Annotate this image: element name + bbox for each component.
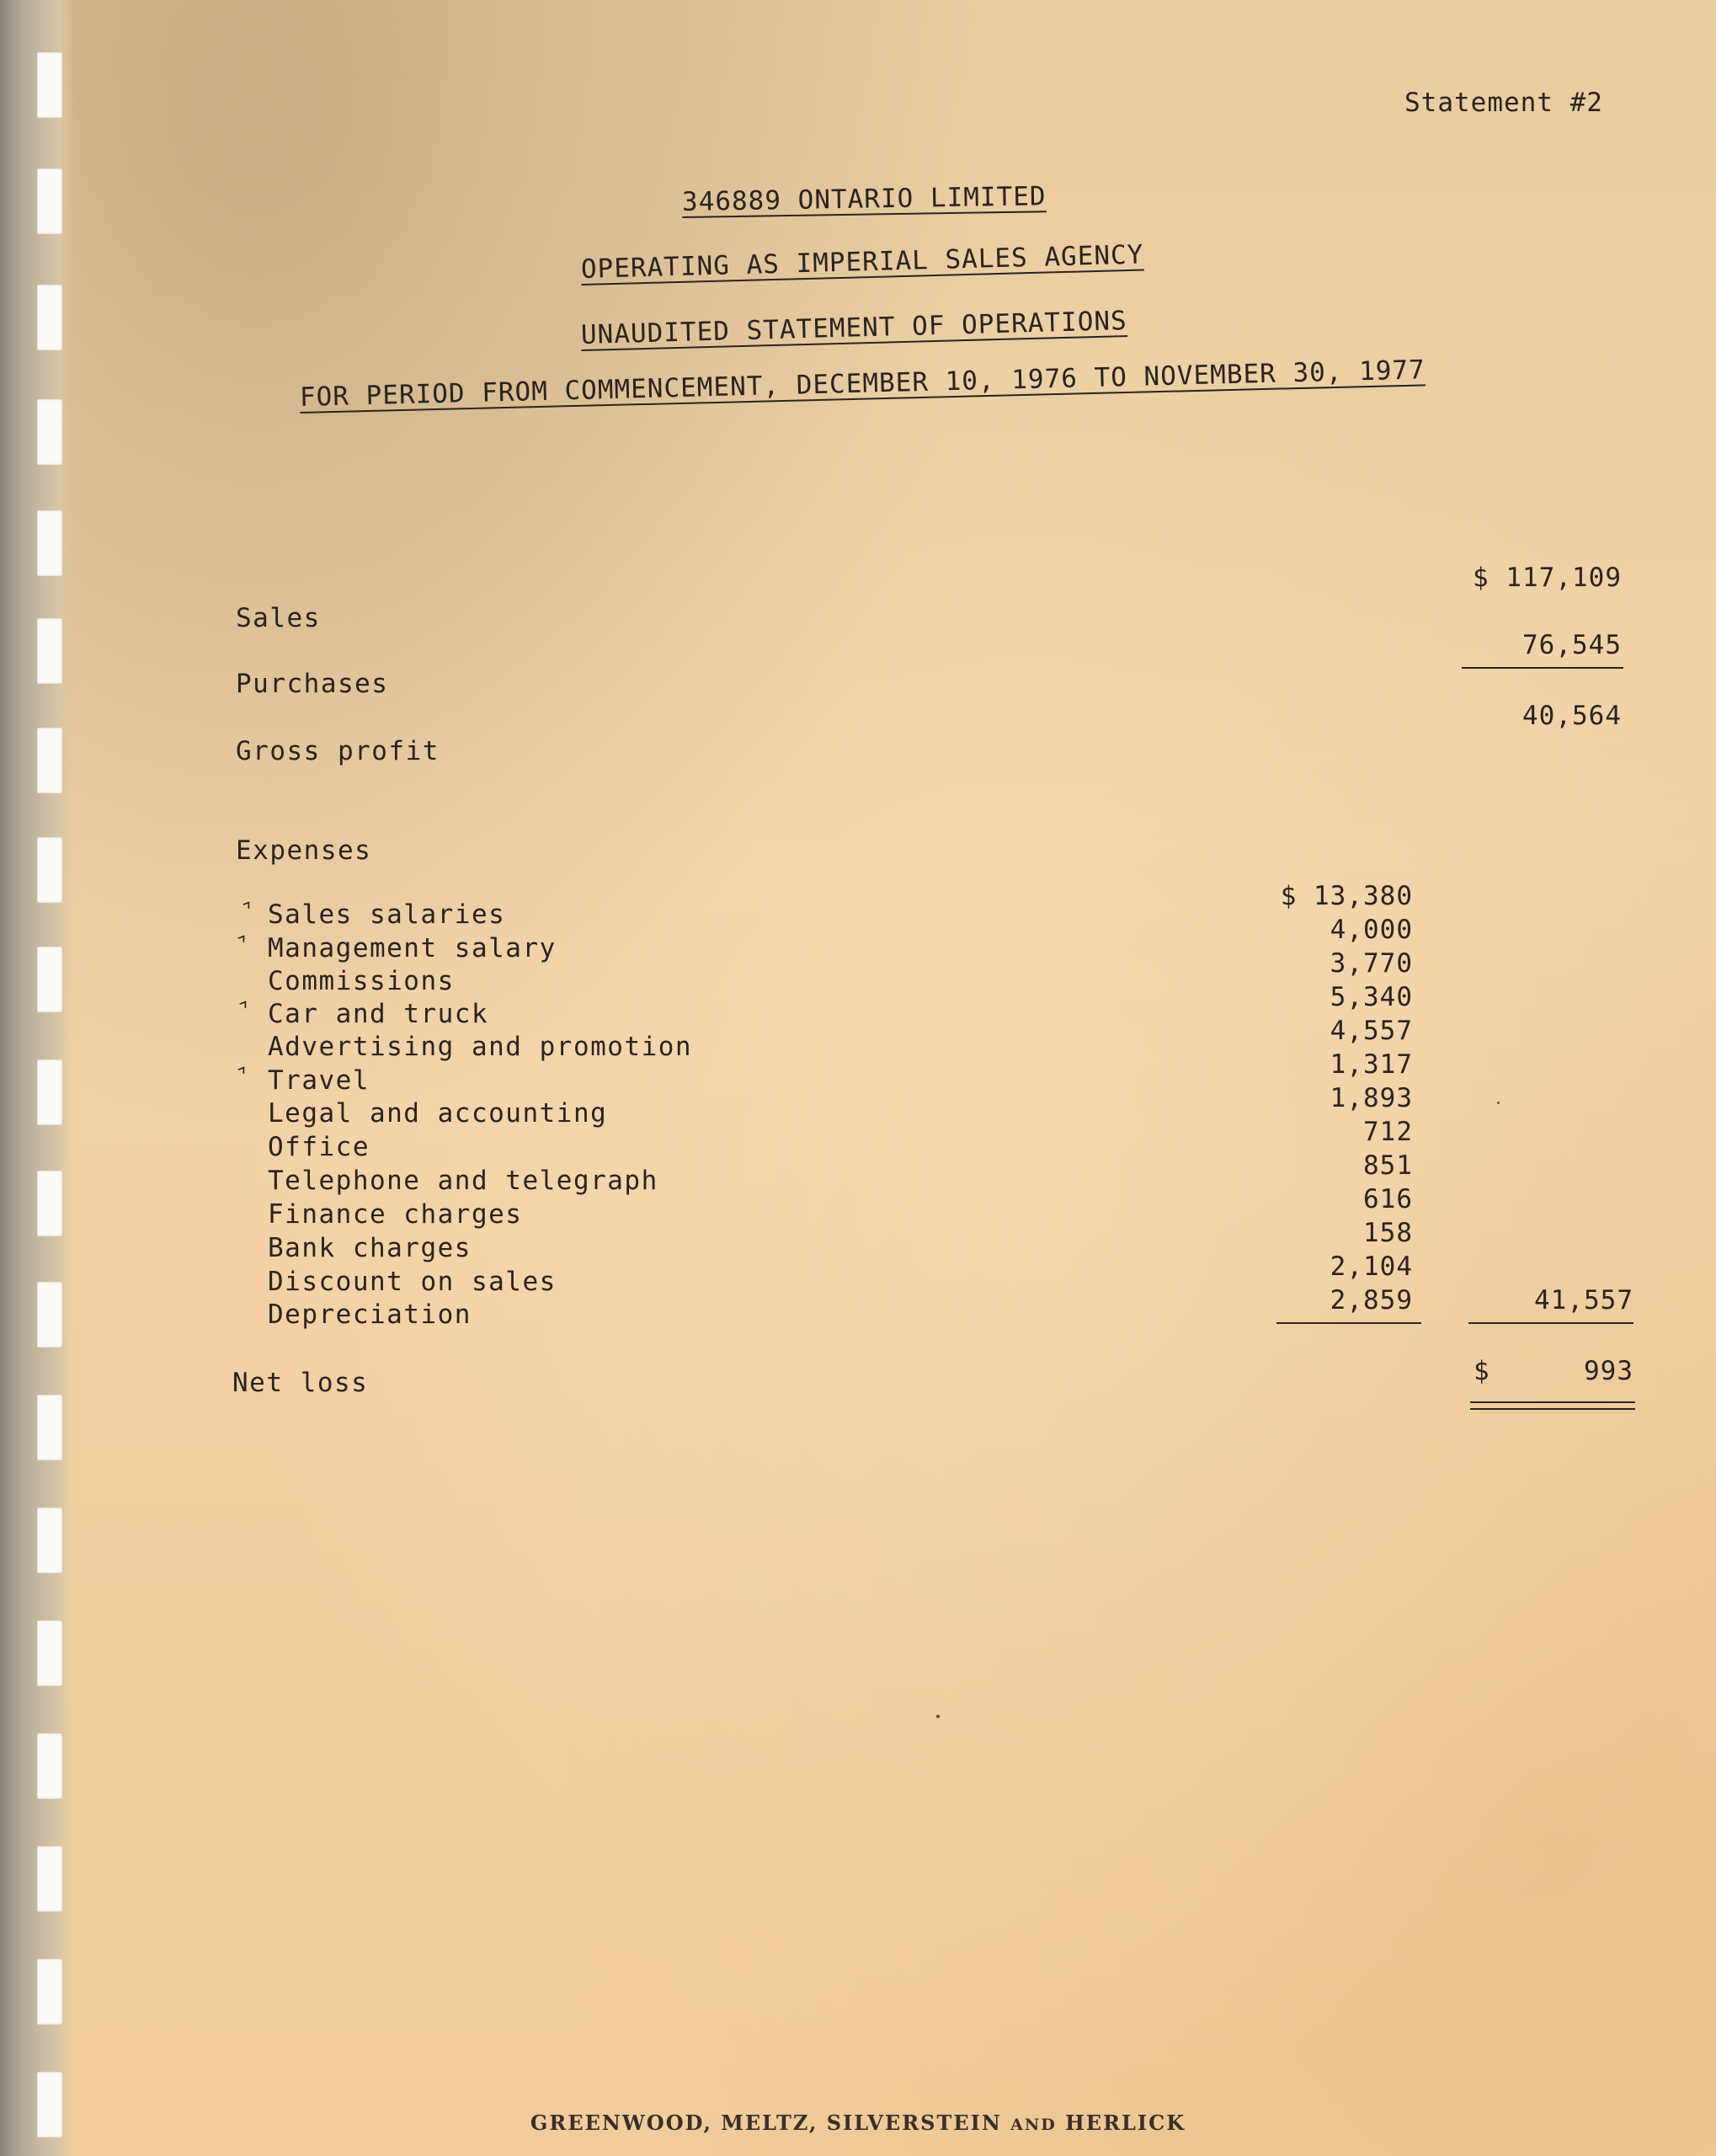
expense-amount: 5,340 xyxy=(1330,982,1413,1012)
perforation-hole xyxy=(37,1508,62,1573)
perforation-hole xyxy=(37,52,62,118)
expense-amount: 4,557 xyxy=(1330,1016,1413,1046)
net-loss-amount: 993 xyxy=(1584,1356,1633,1386)
operating-as: OPERATING AS IMPERIAL SALES AGENCY xyxy=(580,239,1144,285)
gross-profit-label: Gross profit xyxy=(236,736,440,766)
check-mark-icon: ⌃ xyxy=(231,995,253,1020)
expense-label: Office xyxy=(268,1132,370,1162)
perforation-hole xyxy=(37,947,62,1012)
net-loss-label: Net loss xyxy=(232,1368,369,1398)
perforation-hole xyxy=(37,1282,62,1348)
company-name: 346889 ONTARIO LIMITED xyxy=(681,181,1047,217)
expense-label: Travel xyxy=(268,1065,370,1096)
sales-label: Sales xyxy=(236,603,321,633)
perforation-hole xyxy=(37,168,62,234)
perforation-hole xyxy=(37,1171,62,1236)
perforation-hole xyxy=(37,399,62,465)
firm-names: GREENWOOD, MELTZ, SILVERSTEIN xyxy=(530,2111,1002,2135)
purchases-underline xyxy=(1462,667,1623,669)
purchases-amount: 76,545 xyxy=(1522,630,1622,660)
expense-label: Depreciation xyxy=(268,1299,472,1330)
perforation-hole xyxy=(37,1395,62,1460)
net-loss-currency: $ xyxy=(1474,1356,1490,1386)
expense-amount: 851 xyxy=(1363,1150,1413,1181)
expense-label: Car and truck xyxy=(268,999,489,1029)
net-loss-double-rule-bottom xyxy=(1470,1408,1635,1410)
check-mark-icon: ⌃ xyxy=(234,896,256,921)
expense-label: Advertising and promotion xyxy=(268,1032,693,1062)
firm-last-name: HERLICK xyxy=(1065,2111,1186,2135)
expenses-total-rule xyxy=(1468,1322,1633,1324)
expense-label: Commissions xyxy=(268,966,455,996)
expense-label: Finance charges xyxy=(268,1199,523,1230)
binding-strip xyxy=(0,0,74,2156)
expenses-heading: Expenses xyxy=(236,835,372,866)
expense-amount: 1,317 xyxy=(1330,1049,1413,1080)
expense-label: Bank charges xyxy=(268,1233,472,1263)
expenses-total: 41,557 xyxy=(1534,1285,1633,1315)
perforation-hole xyxy=(37,1959,62,2025)
firm-footer xyxy=(0,2111,1716,2135)
expense-label: Discount on sales xyxy=(268,1267,557,1297)
expense-amount: 2,104 xyxy=(1330,1251,1413,1282)
expense-amount: 1,893 xyxy=(1330,1083,1413,1113)
perforation-hole xyxy=(37,618,62,684)
expense-amount: 712 xyxy=(1363,1117,1413,1147)
perforation-hole xyxy=(37,1733,62,1799)
sales-amount: $ 117,109 xyxy=(1473,563,1622,593)
expenses-subtotal-rule xyxy=(1276,1322,1421,1324)
perforation-hole xyxy=(37,728,62,793)
perforation-hole xyxy=(37,1059,62,1125)
expense-amount: 4,000 xyxy=(1330,915,1413,945)
net-loss-double-rule-top xyxy=(1470,1401,1635,1403)
paper-speck xyxy=(1497,1102,1500,1104)
expense-label: Legal and accounting xyxy=(268,1098,608,1129)
perforation-hole xyxy=(37,285,62,350)
statement-period: FOR PERIOD FROM COMMENCEMENT, DECEMBER 10, 1976 TO NOVEMBER 30, 1977 xyxy=(299,355,1426,413)
expense-label: Management salary xyxy=(268,933,557,963)
purchases-label: Purchases xyxy=(236,669,389,699)
statement-number: Statement #2 xyxy=(1404,88,1603,118)
expense-label: Sales salaries xyxy=(268,899,506,930)
expense-amount: 2,859 xyxy=(1330,1285,1413,1315)
perforation-hole xyxy=(37,1620,62,1686)
perforation-hole xyxy=(37,837,62,903)
expense-amount: 3,770 xyxy=(1330,948,1413,979)
perforation-hole xyxy=(37,510,62,576)
statement-title: UNAUDITED STATEMENT OF OPERATIONS xyxy=(580,306,1128,350)
expense-amount: $ 13,380 xyxy=(1280,881,1413,911)
check-mark-icon: ⌃ xyxy=(229,1061,251,1086)
expense-label: Telephone and telegraph xyxy=(268,1166,658,1196)
firm-and: AND xyxy=(1010,2116,1057,2134)
paper-speck xyxy=(936,1715,940,1718)
gross-profit-amount: 40,564 xyxy=(1522,701,1622,731)
perforation-hole xyxy=(37,1846,62,1912)
expense-amount: 616 xyxy=(1363,1184,1413,1214)
expense-amount: 158 xyxy=(1363,1218,1413,1248)
check-mark-icon: ⌃ xyxy=(229,930,251,954)
